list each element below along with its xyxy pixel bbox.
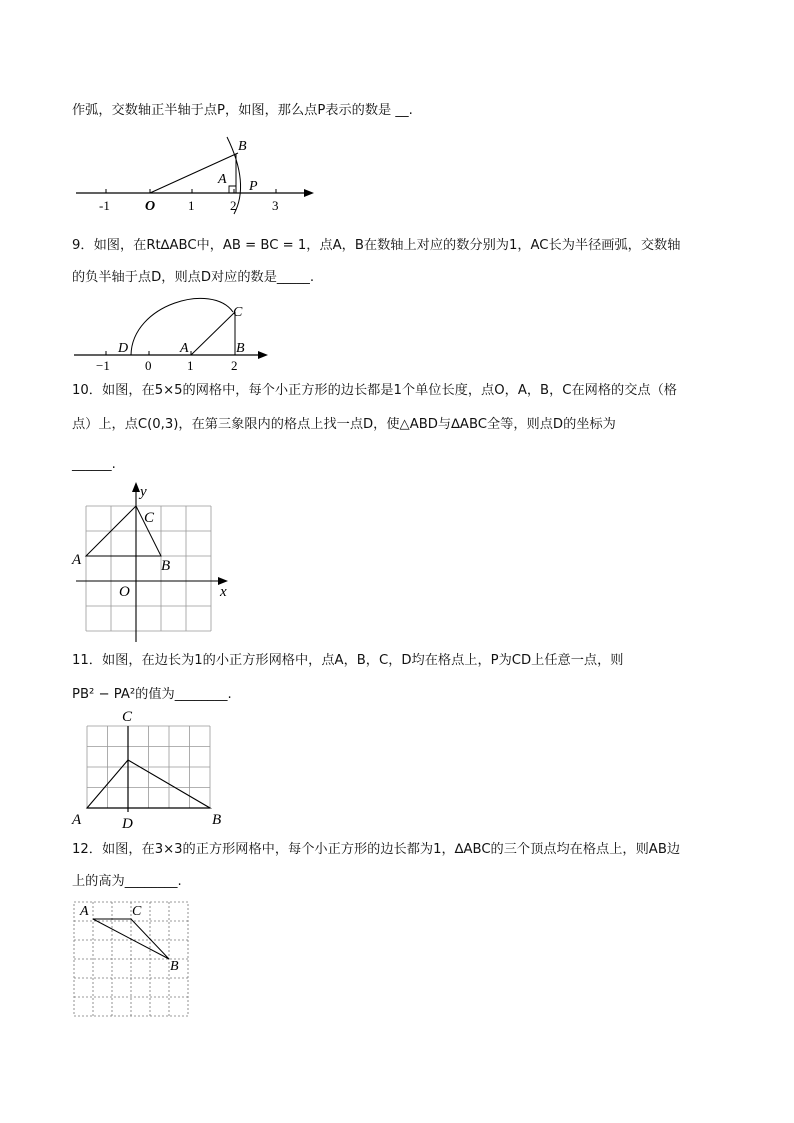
tick-label: 1 bbox=[187, 358, 194, 373]
problem-9-line-1: 9．如图，在Rt∆ABC中，AB = BC = 1，点A，B在数轴上对应的数分别为1，AC长为半径画弧，交数轴 bbox=[72, 238, 681, 253]
label-y: y bbox=[140, 484, 147, 500]
label-C: C bbox=[144, 510, 155, 526]
problem-10-line-1: 10．如图，在5×5的网格中，每个小正方形的边长都是1个单位长度，点O，A，B，C在网格的交点（格 bbox=[72, 383, 677, 398]
label-A: A bbox=[72, 812, 82, 828]
problem-10-line-2: 点）上，点C(0,3)，在第三象限内的格点上找一点D，使△ABD与∆ABC全等，则点D的坐标为 bbox=[72, 417, 616, 432]
problem-11-line-2: PB² − PA²的值为________. bbox=[72, 687, 232, 702]
arrow-icon bbox=[304, 189, 314, 197]
label-x: x bbox=[220, 584, 227, 600]
problem-12-figure bbox=[72, 898, 192, 1020]
right-angle-mark bbox=[229, 186, 236, 193]
arrow-icon bbox=[258, 351, 268, 359]
tick-label: 3 bbox=[272, 198, 279, 213]
label-C: C bbox=[122, 709, 133, 725]
label-D: D bbox=[122, 816, 133, 832]
tick-label: 2 bbox=[231, 358, 238, 373]
problem-9-figure bbox=[72, 294, 272, 376]
label-B: B bbox=[236, 341, 245, 356]
problem-8-figure bbox=[72, 134, 322, 216]
label-B: B bbox=[170, 959, 179, 974]
label-C: C bbox=[132, 904, 142, 919]
tick-label: -1 bbox=[99, 198, 110, 213]
tick-label: 0 bbox=[145, 358, 152, 373]
label-C: C bbox=[233, 305, 243, 320]
segment-AC bbox=[191, 312, 235, 355]
label-O: O bbox=[145, 199, 156, 214]
problem-10-line-3: ______. bbox=[72, 457, 116, 472]
label-B: B bbox=[212, 812, 222, 828]
label-P: P bbox=[249, 179, 258, 194]
label-O: O bbox=[119, 584, 130, 600]
problem-8-text: 作弧，交数轴正半轴于点P，如图，那么点P表示的数是 __. bbox=[72, 103, 413, 118]
triangle-ABC bbox=[93, 919, 169, 959]
problem-11-line-1: 11．如图，在边长为1的小正方形网格中，点A，B，C，D均在格点上，P为CD上任意一点，则 bbox=[72, 653, 624, 668]
tick-label: 1 bbox=[188, 198, 195, 213]
label-B: B bbox=[161, 558, 171, 574]
label-A: A bbox=[72, 552, 82, 568]
grid bbox=[87, 726, 210, 808]
tick-label: 2 bbox=[230, 198, 237, 213]
label-D: D bbox=[118, 341, 129, 356]
problem-9-line-2: 的负半轴于点D，则点D对应的数是_____. bbox=[72, 270, 315, 285]
tick-label: −1 bbox=[96, 358, 110, 373]
label-A: A bbox=[218, 172, 227, 187]
problem-11-figure bbox=[70, 706, 230, 834]
problem-10-figure bbox=[68, 480, 248, 648]
problem-12-line-1: 12．如图，在3×3的正方形网格中，每个小正方形的边长都为1，∆ABC的三个顶点均在格点上，则AB边 bbox=[72, 842, 681, 857]
problem-12-line-2: 上的高为________. bbox=[72, 874, 182, 889]
label-A: A bbox=[80, 904, 89, 919]
label-B: B bbox=[238, 139, 247, 154]
arrow-icon bbox=[132, 482, 140, 492]
label-A: A bbox=[180, 341, 189, 356]
